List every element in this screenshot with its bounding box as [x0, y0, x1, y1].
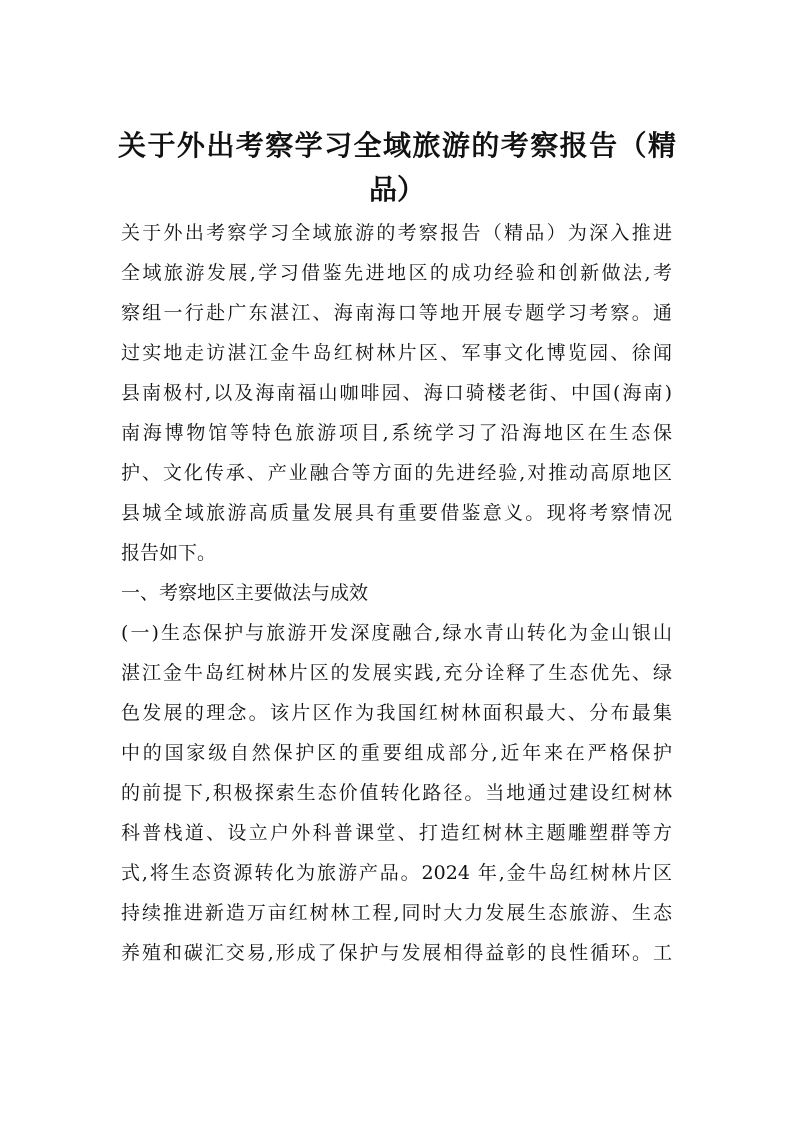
text-line: 湛江金牛岛红树林片区的发展实践,充分诠释了生态优先、绿 — [121, 662, 672, 684]
text-line: 过实地走访湛江金牛岛红树林片区、军事文化博览园、徐闻 — [121, 342, 672, 364]
text-line: 的前提下,积极探索生态价值转化路径。当地通过建设红树林 — [121, 782, 672, 804]
document-body — [121, 213, 672, 973]
text-line: 式,将生态资源转化为旅游产品。2024 年,金牛岛红树林片区 — [121, 862, 672, 884]
text-line: (一)生态保护与旅游开发深度融合,绿水青山转化为金山银山 — [121, 622, 672, 644]
text-line: 中的国家级自然保护区的重要组成部分,近年来在严格保护 — [121, 742, 672, 764]
title-line: 关于外出考察学习全域旅游的考察报告（精 — [118, 129, 676, 162]
document-title — [118, 124, 676, 212]
text-line: 色发展的理念。该片区作为我国红树林面积最大、分布最集 — [121, 702, 672, 724]
subsection-heading — [121, 613, 672, 653]
paragraph — [121, 653, 672, 973]
text-line: 南海博物馆等特色旅游项目,系统学习了沿海地区在生态保 — [121, 422, 672, 444]
section-heading — [121, 573, 672, 613]
text-line: 县城全域旅游高质量发展具有重要借鉴意义。现将考察情况 — [121, 502, 672, 524]
text-line: 察组一行赴广东湛江、海南海口等地开展专题学习考察。通 — [121, 302, 672, 324]
text-line: 一、考察地区主要做法与成效 — [121, 582, 369, 604]
text-line: 县南极村,以及海南福山咖啡园、海口骑楼老街、中国(海南) — [121, 382, 672, 404]
paragraph — [121, 213, 672, 573]
text-line: 持续推进新造万亩红树林工程,同时大力发展生态旅游、生态 — [121, 902, 672, 924]
text-line: 科普栈道、设立户外科普课堂、打造红树林主题雕塑群等方 — [121, 822, 672, 844]
text-line: 护、文化传承、产业融合等方面的先进经验,对推动高原地区 — [121, 462, 672, 484]
title-line: 品） — [368, 173, 425, 206]
text-line: 全域旅游发展,学习借鉴先进地区的成功经验和创新做法,考 — [121, 262, 672, 284]
text-line: 关于外出考察学习全域旅游的考察报告（精品）为深入推进 — [121, 222, 672, 244]
text-line: 养殖和碳汇交易,形成了保护与发展相得益彰的良性循环。工 — [121, 942, 672, 964]
text-line: 报告如下。 — [121, 542, 217, 564]
